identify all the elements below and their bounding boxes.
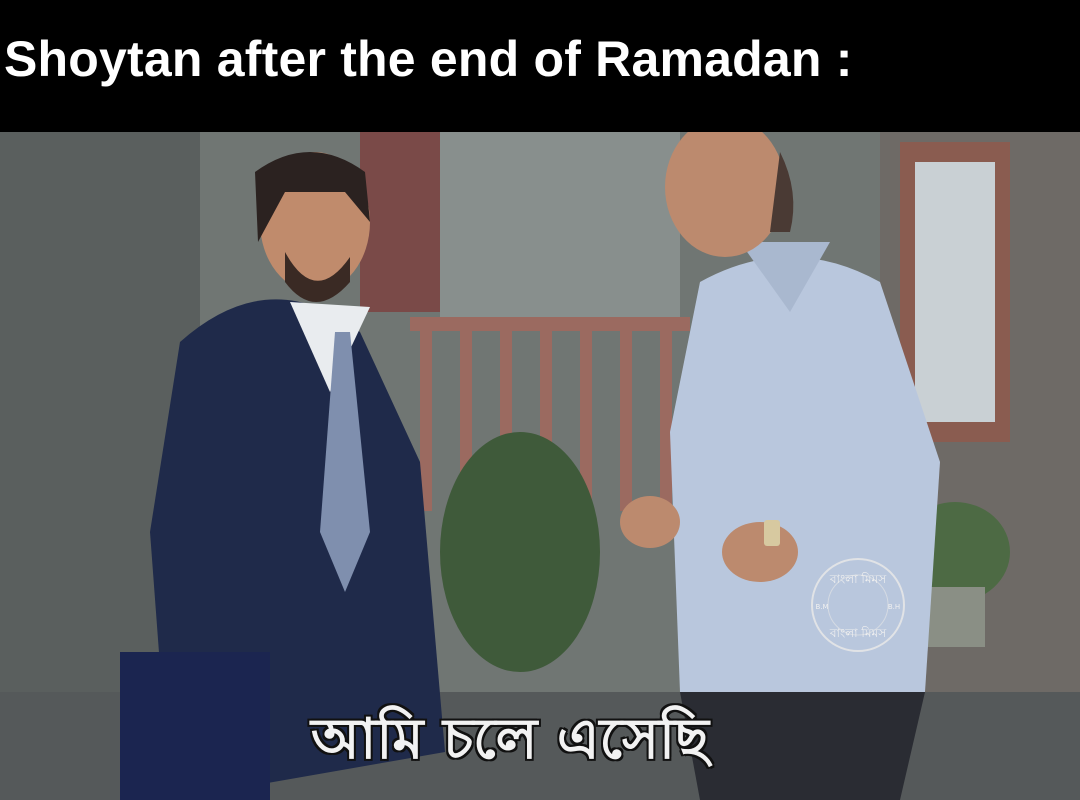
window-curtain (915, 162, 995, 422)
subtitle-text: আমি চলে এসেছি (311, 707, 709, 772)
watermark-left-mark: B.M (815, 603, 829, 611)
watermark-right-mark: B.H (887, 603, 901, 611)
watermark-stamp-icon (808, 555, 908, 655)
watermark-top-text: বাংলা মিমস (829, 572, 887, 586)
back-wall-panel (440, 132, 680, 322)
caption-bar (0, 0, 1080, 132)
caption-text: Shoytan after the end of Ramadan : (4, 31, 853, 87)
red-pillar (360, 132, 440, 312)
watermark-bottom-text: বাংলা মিমস (829, 626, 887, 640)
